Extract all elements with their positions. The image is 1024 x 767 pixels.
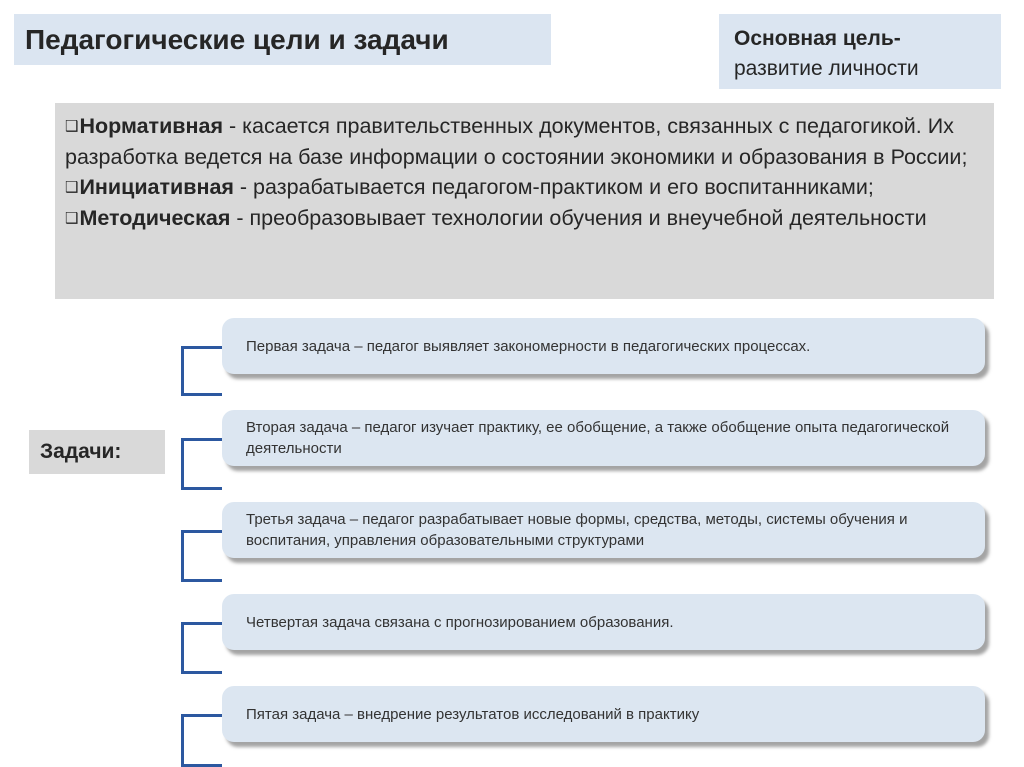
task-card-1 — [222, 318, 985, 374]
goal-type-name: Нормативная — [79, 114, 223, 138]
goal-type-text: - разрабатывается педагогом-практиком и его воспитанниками; — [233, 175, 874, 199]
goal-type-text: - преобразовывает технологии обучения и внеучебной деятельности — [230, 205, 927, 230]
page-title-text: Педагогические цели и задачи — [25, 23, 449, 55]
goal-type-initiative — [65, 172, 984, 203]
tasks-label — [29, 430, 165, 474]
tasks-label-text: Задачи: — [40, 440, 122, 463]
task-card-3 — [222, 502, 985, 558]
task-connector — [181, 438, 222, 490]
task-text: Первая задача – педагог выявляет закономерности в педагогических процессах. — [246, 337, 811, 355]
checkbox-bullet-icon: ❑ — [65, 178, 79, 196]
task-text: Третья задача – педагог разрабатывает новые формы, средства, методы, системы обучения и воспитания, управления образовательными структурами — [246, 511, 908, 549]
goal-type-name: Методическая — [79, 205, 231, 230]
task-text: Пятая задача – внедрение результатов исследований в практику — [246, 705, 700, 723]
goal-type-name: Инициативная — [79, 175, 234, 199]
goal-type-text: - касается правительственных документов, связанных с педагогикой. Их разработка ведется на базе информации о состоянии экономики и образования в России; — [65, 114, 968, 169]
task-card-2 — [222, 410, 985, 466]
main-goal-box — [719, 14, 1001, 89]
goal-types-panel — [55, 103, 994, 299]
task-connector — [181, 346, 222, 396]
main-goal-value: развитие личности — [734, 57, 919, 80]
task-connector — [181, 714, 222, 767]
task-card-4 — [222, 594, 985, 650]
checkbox-bullet-icon: ❑ — [65, 117, 79, 135]
task-connector — [181, 622, 222, 674]
main-goal-title: Основная цель- — [734, 27, 901, 50]
checkbox-bullet-icon: ❑ — [65, 208, 79, 227]
task-text: Вторая задача – педагог изучает практику, ее обобщение, а также обобщение опыта педагогической деятельности — [246, 419, 950, 457]
goal-type-normative — [65, 111, 984, 172]
goal-type-methodical — [65, 203, 984, 234]
task-card-5 — [222, 686, 985, 742]
page-title — [14, 14, 551, 65]
task-connector — [181, 530, 222, 582]
task-text: Четвертая задача связана с прогнозированием образования. — [246, 613, 674, 631]
